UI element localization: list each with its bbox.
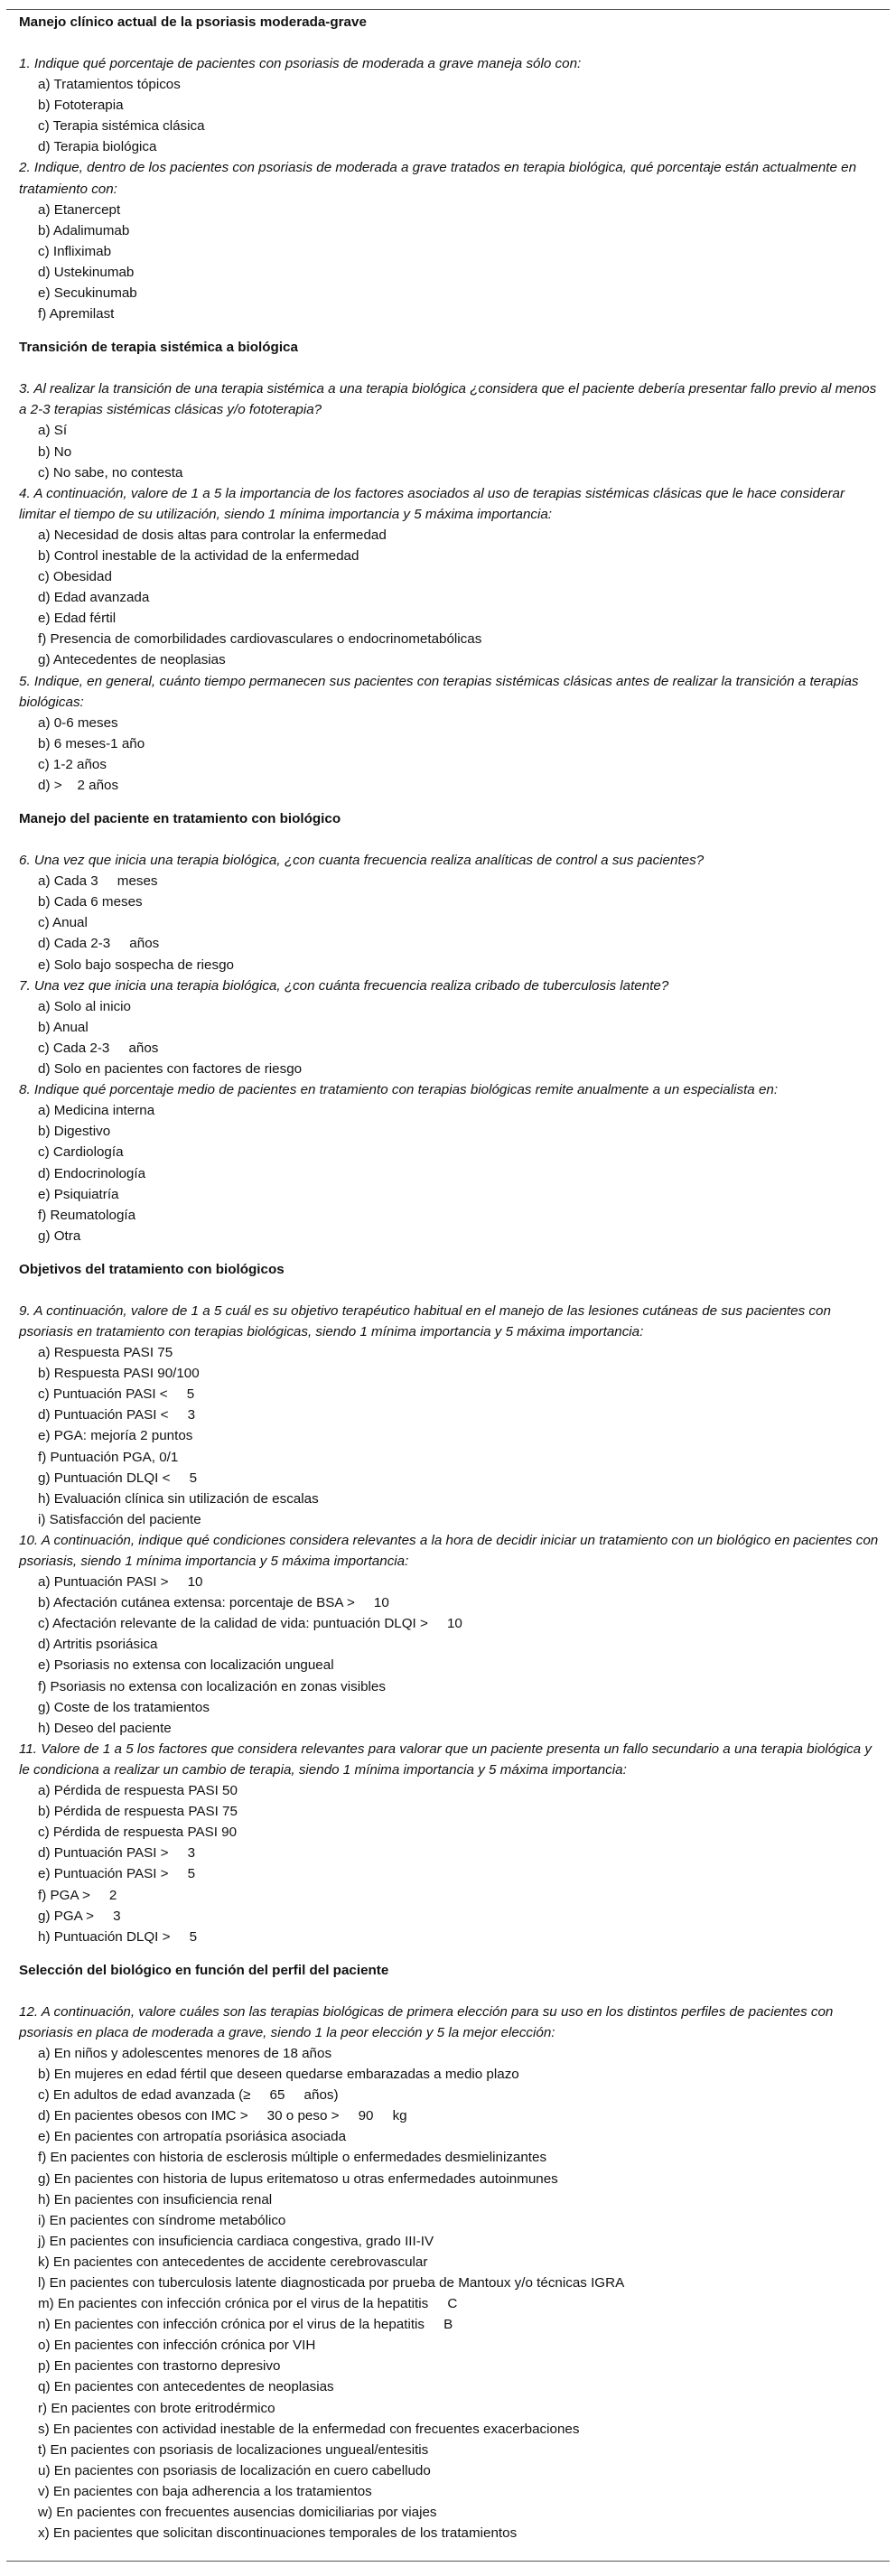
answer-option: c) Anual (38, 915, 88, 931)
answer-option: c) Cada 2-3 años (38, 1040, 159, 1056)
answer-option: f) En pacientes con historia de esclerosis múltiple o enfermedades desmielinizantes (38, 2150, 547, 2166)
answer-option: b) 6 meses-1 año (38, 735, 145, 751)
answer-option: c) Infliximab (38, 243, 112, 259)
question-text: 11. Valore de 1 a 5 los factores que considera relevantes para valorar que un paciente presenta un fallo secundario a una terapia biológica y le condiciona a realizar un cambio de terapia, siendo 1 mínima importancia y 5 máxima importancia: (19, 1741, 872, 1778)
answer-option: e) En pacientes con artropatía psoriásica asociada (38, 2129, 347, 2145)
spacer (6, 829, 890, 850)
answer-option: b) Cada 6 meses (38, 894, 143, 910)
question-text: 4. A continuación, valore de 1 a 5 la importancia de los factores asociados al uso de terapias sistémicas clásicas que le hace considerar limitar el tiempo de su utilización, siendo 1 mínima importancia y 5 máxima importancia: (19, 485, 845, 522)
answer-option: c) Terapia sistémica clásica (38, 118, 205, 135)
answer-option: h) Evaluación clínica sin utilización de escalas (38, 1490, 319, 1507)
answer-option: a) Tratamientos tópicos (38, 77, 181, 93)
answer-option: e) Psoriasis no extensa con localización ungueal (38, 1657, 334, 1674)
answer-option: i) Satisfacción del paciente (38, 1511, 201, 1527)
answer-option: e) PGA: mejoría 2 puntos (38, 1428, 193, 1444)
answer-option: o) En pacientes con infección crónica por VIH (38, 2338, 316, 2354)
answer-option: x) En pacientes que solicitan discontinuaciones temporales de los tratamientos (38, 2525, 518, 2542)
answer-option: g) Coste de los tratamientos (38, 1699, 210, 1715)
question-text: 1. Indique qué porcentaje de pacientes con psoriasis de moderada a grave maneja sólo con: (19, 56, 582, 71)
answer-option: c) Cardiología (38, 1144, 124, 1161)
answer-option: d) Endocrinología (38, 1165, 146, 1181)
spacer (6, 1981, 890, 2002)
answer-option: c) 1-2 años (38, 756, 107, 772)
answer-option: d) Solo en pacientes con factores de riesgo (38, 1061, 303, 1078)
answer-option: b) No (38, 443, 72, 460)
answer-option: d) Edad avanzada (38, 590, 150, 606)
answer-option: u) En pacientes con psoriasis de localización en cuero cabelludo (38, 2462, 431, 2478)
answer-option: c) Pérdida de respuesta PASI 90 (38, 1825, 238, 1841)
answer-option: b) Pérdida de respuesta PASI 75 (38, 1804, 238, 1820)
answer-option: e) Solo bajo sospecha de riesgo (38, 957, 234, 973)
section (6, 12, 890, 324)
answer-option: a) Necesidad de dosis altas para controlar la enfermedad (38, 527, 387, 543)
answer-option: l) En pacientes con tuberculosis latente diagnosticada por prueba de Mantoux y/o técnicas IGRA (38, 2275, 625, 2291)
answer-option: d) > 2 años (38, 778, 119, 793)
question-text: 6. Una vez que inicia una terapia biológica, ¿con cuanta frecuencia realiza analíticas de control a sus pacientes? (19, 853, 705, 869)
answer-option: g) PGA > 3 (38, 1908, 121, 1924)
questionnaire-table (6, 9, 890, 2562)
answer-option: h) Deseo del paciente (38, 1720, 172, 1736)
answer-option: e) Psiquiatría (38, 1186, 119, 1202)
question-text: 2. Indique, dentro de los pacientes con psoriasis de moderada a grave tratados en terapia biológica, qué porcentaje están actualmente en tratamiento con: (19, 160, 857, 197)
answer-option: h) En pacientes con insuficiencia renal (38, 2191, 273, 2207)
spacer (6, 33, 890, 53)
answer-option: n) En pacientes con infección crónica por el virus de la hepatitis B (38, 2317, 453, 2333)
answer-option: q) En pacientes con antecedentes de neoplasias (38, 2379, 334, 2395)
spacer (6, 358, 890, 378)
answer-option: c) Puntuación PASI < 5 (38, 1386, 195, 1403)
answer-option: a) Pérdida de respuesta PASI 50 (38, 1783, 238, 1799)
answer-option: b) Afectación cutánea extensa: porcentaje de BSA > 10 (38, 1595, 389, 1611)
answer-option: a) Cada 3 meses (38, 873, 158, 890)
question-text: 12. A continuación, valore cuáles son las terapias biológicas de primera elección para su uso en los distintos perfiles de pacientes con psoriasis en placa de moderada a grave, siendo 1 la peor elección y 5 la mejor elección: (19, 2003, 834, 2040)
answer-option: a) Sí (38, 423, 68, 439)
section (6, 1259, 890, 1947)
answer-option: b) Digestivo (38, 1124, 111, 1140)
answer-option: v) En pacientes con baja adherencia a los tratamientos (38, 2483, 372, 2499)
answer-option: b) Adalimumab (38, 222, 130, 238)
question-text: 7. Una vez que inicia una terapia biológica, ¿con cuánta frecuencia realiza cribado de tuberculosis latente? (19, 977, 669, 994)
answer-option: d) Puntuación PASI > 3 (38, 1845, 196, 1862)
answer-option: b) Respuesta PASI 90/100 (38, 1366, 200, 1382)
answer-option: b) Control inestable de la actividad de la enfermedad (38, 547, 359, 564)
section-title: Manejo del paciente en tratamiento con biológico (19, 811, 341, 827)
answer-option: f) Presencia de comorbilidades cardiovasculares o endocrinometabólicas (38, 631, 482, 648)
section-title: Transición de terapia sistémica a biológica (19, 340, 298, 356)
answer-option: d) Cada 2-3 años (38, 936, 160, 952)
answer-option: g) Puntuación DLQI < 5 (38, 1470, 198, 1486)
answer-option: s) En pacientes con actividad inestable de la enfermedad con frecuentes exacerbaciones (38, 2421, 580, 2437)
answer-option: r) En pacientes con brote eritrodérmico (38, 2400, 275, 2416)
answer-option: p) En pacientes con trastorno depresivo (38, 2358, 281, 2375)
answer-option: b) En mujeres en edad fértil que deseen quedarse embarazadas a medio plazo (38, 2067, 519, 2083)
section-title: Manejo clínico actual de la psoriasis moderada-grave (19, 14, 367, 30)
answer-option: e) Edad fértil (38, 611, 117, 627)
question-text: 3. Al realizar la transición de una terapia sistémica a una terapia biológica ¿considera que el paciente debería presentar fallo previo al menos a 2-3 terapias sistémicas clásicas y/o fototerapia? (19, 381, 877, 418)
answer-option: k) En pacientes con antecedentes de accidente cerebrovascular (38, 2254, 428, 2270)
answer-option: d) Puntuación PASI < 3 (38, 1407, 196, 1423)
answer-option: a) Etanercept (38, 201, 121, 218)
answer-option: d) Terapia biológica (38, 139, 157, 155)
answer-option: m) En pacientes con infección crónica por el virus de la hepatitis C (38, 2296, 458, 2312)
answer-option: a) 0-6 meses (38, 714, 118, 731)
answer-option: f) Puntuación PGA, 0/1 (38, 1449, 179, 1465)
answer-option: c) No sabe, no contesta (38, 464, 183, 481)
answer-option: e) Secukinumab (38, 285, 137, 302)
answer-option: g) Antecedentes de neoplasias (38, 652, 226, 668)
answer-option: d) Artritis psoriásica (38, 1637, 158, 1653)
section (6, 1960, 890, 2543)
answer-option: h) Puntuación DLQI > 5 (38, 1928, 198, 1945)
answer-option: a) Medicina interna (38, 1103, 155, 1119)
answer-option: d) En pacientes obesos con IMC > 30 o peso > 90 kg (38, 2108, 407, 2124)
question-text: 5. Indique, en general, cuánto tiempo permanecen sus pacientes con terapias sistémicas clásicas antes de realizar la transición a terapias biológicas: (19, 673, 859, 710)
answer-option: b) Fototerapia (38, 98, 124, 114)
answer-option: t) En pacientes con psoriasis de localizaciones ungueal/entesitis (38, 2441, 429, 2458)
answer-option: f) Psoriasis no extensa con localización en zonas visibles (38, 1678, 386, 1694)
answer-option: a) Puntuación PASI > 10 (38, 1574, 203, 1591)
section-title: Selección del biológico en función del perfil del paciente (19, 1962, 389, 1978)
answer-option: w) En pacientes con frecuentes ausencias domiciliarias por viajes (38, 2505, 437, 2521)
question-text: 10. A continuación, indique qué condiciones considera relevantes a la hora de decidir iniciar un tratamiento con un biológico en pacientes con psoriasis, siendo 1 mínima importancia y 5 máxima importancia: (19, 1532, 879, 1569)
answer-option: j) En pacientes con insuficiencia cardiaca congestiva, grado III-IV (38, 2233, 434, 2249)
answer-option: c) Obesidad (38, 569, 112, 585)
section-title: Objetivos del tratamiento con biológicos (19, 1261, 285, 1277)
question-text: 9. A continuación, valore de 1 a 5 cuál es su objetivo terapéutico habitual en el manejo de las lesiones cutáneas de sus pacientes con psoriasis en tratamiento con terapias biológicas, siendo 1 mínima importancia y 5 máxima importancia: (19, 1302, 831, 1339)
answer-option: f) Apremilast (38, 306, 115, 322)
answer-option: f) Reumatología (38, 1207, 136, 1223)
answer-option: g) Otra (38, 1227, 81, 1244)
answer-option: d) Ustekinumab (38, 264, 135, 280)
answer-option: g) En pacientes con historia de lupus eritematoso u otras enfermedades autoinmunes (38, 2170, 558, 2187)
section (6, 808, 890, 1246)
answer-option: e) Puntuación PASI > 5 (38, 1866, 196, 1882)
answer-option: c) Afectación relevante de la calidad de vida: puntuación DLQI > 10 (38, 1616, 462, 1632)
answer-option: a) Solo al inicio (38, 998, 131, 1014)
answer-option: f) PGA > 2 (38, 1887, 117, 1903)
question-text: 8. Indique qué porcentaje medio de pacientes en tratamiento con terapias biológicas remite anualmente a un especialista en: (19, 1082, 779, 1098)
answer-option: b) Anual (38, 1019, 89, 1035)
answer-option: i) En pacientes con síndrome metabólico (38, 2212, 286, 2228)
answer-option: c) En adultos de edad avanzada (≥ 65 años) (38, 2087, 339, 2104)
answer-option: a) En niños y adolescentes menores de 18 años (38, 2045, 332, 2061)
section (6, 337, 890, 796)
spacer (6, 1280, 890, 1301)
answer-option: a) Respuesta PASI 75 (38, 1345, 173, 1361)
